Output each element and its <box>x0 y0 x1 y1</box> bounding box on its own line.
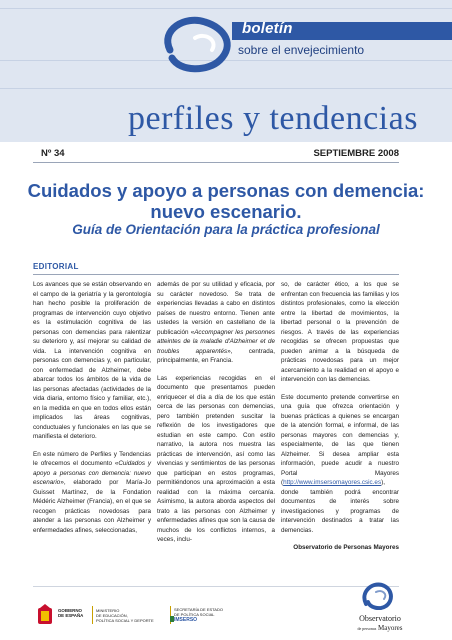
document-title-line1: Cuidados y apoyo a personas con demencia: <box>27 180 425 201</box>
header-stripe <box>0 8 452 9</box>
text-run: además de por su utilidad y eficacia, por su carácter novedoso. Se trata de experiencias llevadas a cabo en distintos países de nuestro entorno. Tienen ante ustedes la versión en castellano de la publicación « <box>157 281 275 336</box>
publication-title: perfiles y tendencias <box>128 100 418 137</box>
publication-name-emphasis: Accompagner les personnes atteintes de la maladie d'Alzheimer et de troubles apparentés <box>157 328 275 355</box>
ministry-line: MINISTERIO <box>96 608 120 613</box>
observatory-subtitle <box>330 624 430 632</box>
government-line: GOBIERNO <box>58 608 82 613</box>
government-line: DE ESPAÑA <box>58 613 84 618</box>
secretary-line: DE POLÍTICA SOCIAL <box>174 612 215 617</box>
paragraph <box>33 450 151 536</box>
document-title-line2: nuevo escenario. <box>150 201 302 222</box>
secretary-label <box>174 607 234 617</box>
gov-separator <box>92 606 93 624</box>
ministry-line: DE EDUCACIÓN, <box>96 613 128 618</box>
portal-mayores-link[interactable]: http://www.imsersomayores.csic.es <box>283 479 382 486</box>
paragraph: so, de carácter ético, a los que se enfrentan con frecuencia las familias y los distintos profesionales, como la elección entre la libertad de movimientos, la libertad personal o la prevención de riesgos. A través de las experiencias recogidas se ofrecen propuestas que pueden animar a la búsqueda de prácticas novedosas para un mejor acercamiento a la realidad en el apoyo e intervención con las demencias. <box>281 281 399 383</box>
body-column-1 <box>33 280 151 543</box>
body-column-3 <box>281 280 399 553</box>
observatory-sub: Mayores <box>378 624 403 632</box>
observatory-sub-small: de personas <box>357 626 377 631</box>
observatory-logo-icon <box>358 580 398 610</box>
issue-number: Nº 34 <box>41 148 65 159</box>
section-label: EDITORIAL <box>33 262 79 271</box>
document-title <box>20 180 432 222</box>
observatory-name: Observatorio <box>359 614 401 623</box>
editorial-signature: Observatorio de Personas Mayores <box>293 544 399 551</box>
issue-date: SEPTIEMBRE 2008 <box>313 148 399 159</box>
secretary-line: SECRETARÍA DE ESTADO <box>174 607 223 612</box>
bulletin-subtitle: sobre el envejecimiento <box>238 43 365 57</box>
text-run: », centrada, principalmente, en Francia. <box>157 347 275 364</box>
document-name-emphasis: Cuidados y apoyo a personas con demencia: nuevo escenario <box>33 460 151 486</box>
government-logo <box>36 604 154 626</box>
header-stripe <box>0 88 452 89</box>
spain-crest-icon <box>36 604 54 626</box>
document-subtitle: Guía de Orientación para la práctica profesional <box>72 222 380 237</box>
government-label <box>58 608 83 618</box>
ministry-line: POLÍTICA SOCIAL Y DEPORTE <box>96 618 154 623</box>
text-run: ), donde también podrá encontrar documentos de interés sobre investigaciones y programas de intervención destinados a tratar las demencias. <box>281 479 399 534</box>
paragraph <box>281 393 399 536</box>
text-run: », elaborado por María-Jo Guisset Martínez, de la Fondation Médéric Alzheimer (Francia), en el que se recogen prácticas novedosas para atender a las personas con Alzheimer y enfermedades afines, seleccionadas, <box>33 479 151 534</box>
paragraph: Las experiencias recogidas en el documento que presentamos pueden enriquecer el día a día de los que están cerca de las personas con demencias, pero también pretenden suscitar la reflexión de los investigadores que estudian en este campo. Con estilo narrativo, la autora nos muestra las prácticas de intervención, así como las vivencias y sentimientos de las personas que participan en estos programas, permitiéndonos una aproximación a esta realidad con la máxima cercanía. Asimismo, la autora aborda aspectos del trato a las personas con Alzheimer y enfermedades afines que son la causa de muchos de los conflictos internos, a veces, inclu- <box>157 374 275 543</box>
body-column-2 <box>157 280 275 553</box>
issue-bar <box>33 144 399 163</box>
footer-divider <box>33 586 399 587</box>
text-run: En este número de Perfiles y Tendencias le ofrecemos el documento « <box>33 450 151 467</box>
text-run: Este documento pretende convertirse en una guía que ofrezca orientación y buenas prácticas a quienes se encargan de la atención formal, e informal, de las personas mayores con demencias y, especialmente, de las que tienen Alzheimer. Si desea ampliar esta información, puede acudir a nuestro Portal Mayores ( <box>281 393 399 486</box>
paragraph: Los avances que se están observando en el campo de la geriatría y la gerontología han hecho posible la proliferación de programas de intervención cuyo objetivo es la estimulación cognitiva de las personas con demencias para ralentizar su deterioro y, así mejorar su calidad de vida. La intervención cognitiva en personas con demencias y, en particular, con enfermedad de Alzheimer, debe abarcar todos los ámbitos de la vida de las personas afectadas (actividades de la vida diaria, entorno físico y familiar, etc.), en la medida en que en todos ellos están implicados las áreas cognitivas, conductuales y funcionales en las que se manifiesta el deterioro. <box>33 281 151 440</box>
section-divider <box>33 274 399 275</box>
masthead <box>0 0 452 142</box>
imserso-label: IMSERSO <box>174 617 198 623</box>
ministry-label <box>96 608 154 623</box>
paragraph <box>157 280 275 366</box>
bulletin-title: boletín <box>242 20 293 37</box>
